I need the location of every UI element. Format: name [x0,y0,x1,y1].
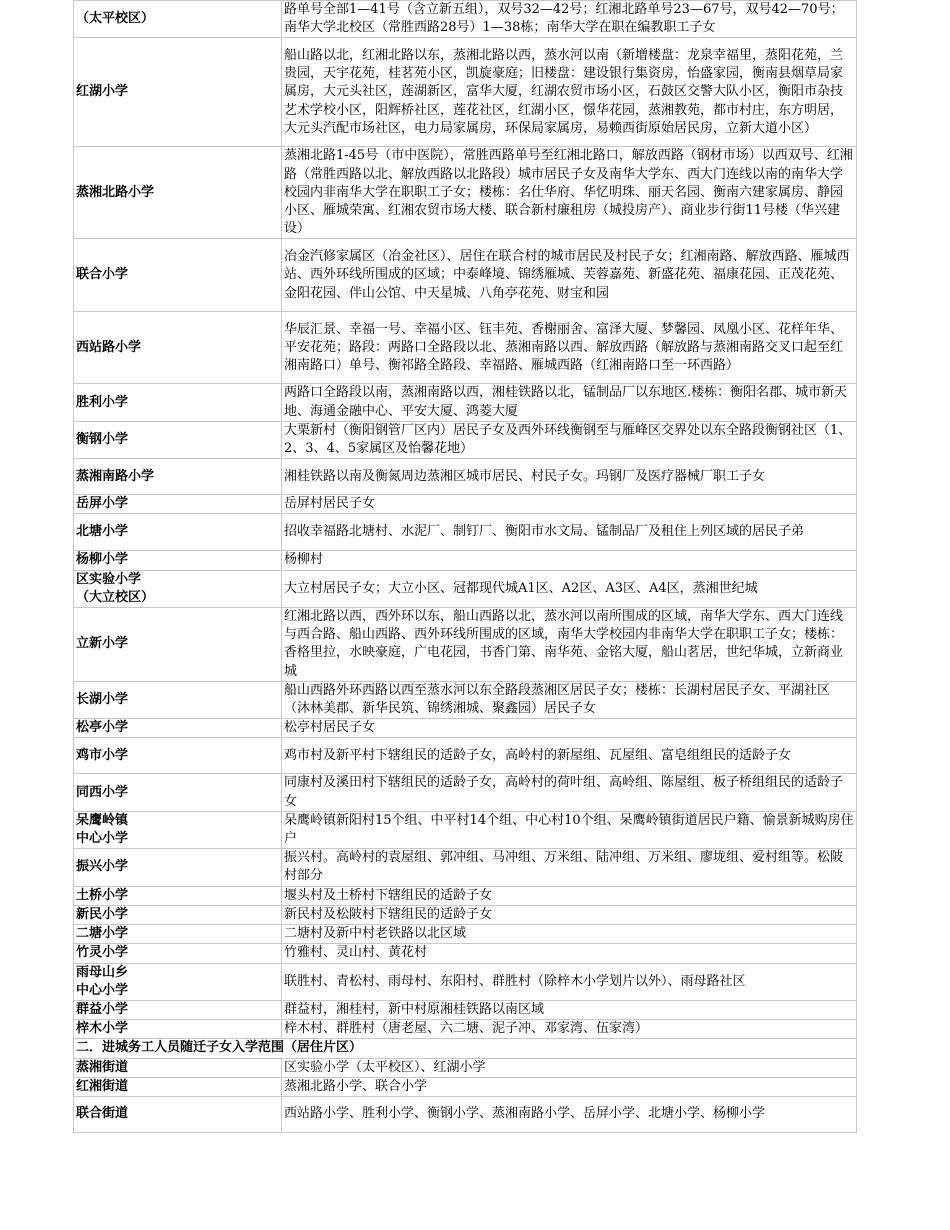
table-row [74,849,857,886]
table-row [74,1077,857,1096]
school-name-cell: （太平校区） [74,1,282,38]
enrollment-area-cell: 群益村，湘桂村，新中村原湘桂铁路以南区域 [282,1000,857,1019]
table-row [74,495,857,514]
table-row [74,1058,857,1077]
enrollment-area-cell: 新民村及松陂村下辖组民的适龄子女 [282,905,857,924]
table-row [74,944,857,963]
table-row [74,719,857,738]
enrollment-area-cell: 二塘村及新中村老铁路以北区域 [282,925,857,944]
enrollment-area-cell: 联胜村、青松村、雨母村、东阳村、群胜村（除梓木小学划片以外）、雨母路社区 [282,963,857,1000]
table-row [74,147,857,239]
school-name-cell: 长湖小学 [74,681,282,718]
school-name-cell: 联合小学 [74,239,282,312]
school-name-cell: 雨母山乡 中心小学 [74,963,282,1000]
table-row [74,886,857,905]
enrollment-area-cell: 路单号全部1—41号（含立新五组），双号32—42号；红湘北路单号23—67号，双号42—70号；南华大学北校区（常胜西路28号）1—38栋；南华大学在职在编教职工子女 [282,1,857,38]
enrollment-area-cell: 西站路小学、胜利小学、衡钢小学、蒸湘南路小学、岳屏小学、北塘小学、杨柳小学 [282,1096,857,1132]
enrollment-area-cell: 船山西路外环西路以西至蒸水河以东全路段蒸湘区居民子女；楼栋：长湖村居民子女、平湖社区（沐林美郡、新华民筑、锦绣湘城、聚鑫园）居民子女 [282,681,857,718]
table-row [74,608,857,682]
table-row [74,239,857,312]
enrollment-area-cell: 堰头村及土桥村下辖组民的适龄子女 [282,886,857,905]
enrollment-area-cell: 大栗新村（衡阳钢管厂区内）居民子女及西外环线衡钢至与雁峰区交界处以东全路段衡钢社区（1、2、3、4、5家属区及怡馨花地） [282,421,857,458]
school-name-cell: 松亭小学 [74,719,282,738]
table-row [74,1000,857,1019]
school-name-cell: 竹灵小学 [74,944,282,963]
school-name-cell: 联合街道 [74,1096,282,1132]
table-row [74,905,857,924]
school-name-cell: 西站路小学 [74,312,282,384]
enrollment-area-cell: 区实验小学（太平校区）、红湖小学 [282,1058,857,1077]
school-name-cell: 红湖小学 [74,38,282,147]
school-name-cell: 红湘街道 [74,1077,282,1096]
enrollment-area-cell: 冶金汽修家属区（冶金社区）、居住在联合村的城市居民及村民子女；红湘南路、解放西路、雁城西站、西外环线所围成的区域；中泰峰境、锦绣雁城、芙蓉嘉苑、新盛花苑、福康花园、正茂花苑、金阳花园、伴山公馆、中天星城、八角亭花苑、财宝和园 [282,239,857,312]
enrollment-area-cell: 同康村及溪田村下辖组民的适龄子女，高岭村的荷叶组、高岭组、陈屋组、板子桥组组民的适龄子女 [282,774,857,811]
table-row [74,514,857,551]
enrollment-area-cell: 船山路以北，红湘北路以东，蒸湘北路以西，蒸水河以南（新增楼盘：龙泉幸福里，蒸阳花苑，兰贵园，天宇花苑，桂茗苑小区，凯旋豪庭；旧楼盘：建设银行集资房，怡盛家园，衡南县烟草局家属房，大元头社区，莲湖新区，富华大厦，红湖农贸市场小区，石鼓区交警大队小区，衡阳市杂技艺术学校小区，阳辉桥社区，莲花社区，红湖小区，憬华花园，蒸湘教苑，都市村庄，东方明居，大元头汽配市场社区，电力局家属房，环保局家属房，易赖西街原始居民房，立新大道小区） [282,38,857,147]
table-row [74,925,857,944]
school-name-cell: 梓木小学 [74,1020,282,1039]
table-row [74,811,857,848]
table-row [74,1096,857,1132]
enrollment-area-cell: 梓木村、群胜村（唐老屋、六二塘、泥子冲、邓家湾、伍家湾） [282,1020,857,1039]
table-row [74,738,857,774]
enrollment-area-cell: 鸡市村及新平村下辖组民的适龄子女，高岭村的新屋组、瓦屋组、富皂组组民的适龄子女 [282,738,857,774]
enrollment-area-cell: 岳屏村居民子女 [282,495,857,514]
table-row [74,681,857,718]
table-row [74,312,857,384]
school-name-cell: 立新小学 [74,608,282,682]
school-name-cell: 胜利小学 [74,384,282,421]
enrollment-area-cell: 杨柳村 [282,551,857,570]
enrollment-area-cell: 华辰汇景、幸福一号、幸福小区、钰丰苑、香榭丽舍、富泽大厦、梦馨园、凤凰小区、花样年华、平安花苑；路段：两路口全路段以北、蒸湘南路以西、解放西路（解放路与蒸湘南路交叉口起至红湘南路口）单号、衡祁路全路段、幸福路、雁城西路（红湘南路口至一环西路） [282,312,857,384]
enrollment-area-cell: 蒸湘北路小学、联合小学 [282,1077,857,1096]
table-row [74,384,857,421]
school-name-cell: 同西小学 [74,774,282,811]
table-row [74,1,857,38]
school-name-cell: 北塘小学 [74,514,282,551]
table-body [74,1,857,1133]
table-row [74,1020,857,1039]
table-row [74,38,857,147]
school-name-cell: 区实验小学 （大立校区） [74,570,282,607]
table-row [74,963,857,1000]
school-name-cell: 蒸湘街道 [74,1058,282,1077]
enrollment-area-cell: 湘桂铁路以南及衡氮周边蒸湘区城市居民、村民子女。玛钢厂及医疗器械厂职工子女 [282,459,857,495]
enrollment-area-cell: 蒸湘北路1-45号（市中医院），常胜西路单号至红湘北路口，解放西路（钢材市场）以西双号、红湘路（常胜西路以北、解放西路以北路段）城市居民子女及南华大学东、西大门连线以南的南华大学校园内非南华大学在职职工子女；楼栋：名仕华府、华忆明珠、丽天名园、衡南六建家属房、静园小区、雁城荣寓、红湘农贸市场大楼、联合新村廉租房（城投房产）、商业步行街11号楼（华兴建设） [282,147,857,239]
school-name-cell: 蒸湘南路小学 [74,459,282,495]
school-name-cell: 衡钢小学 [74,421,282,458]
school-name-cell: 蒸湘北路小学 [74,147,282,239]
enrollment-area-cell: 大立村居民子女；大立小区、冠都现代城A1区、A2区、A3区、A4区，蒸湘世纪城 [282,570,857,607]
enrollment-area-cell: 振兴村。高岭村的袁屋组、郭冲组、马冲组、万米组、陆冲组、万米组、廖垅组、爱村组等。松陂村部分 [282,849,857,886]
school-name-cell: 杨柳小学 [74,551,282,570]
school-name-cell: 二塘小学 [74,925,282,944]
table-row [74,774,857,811]
school-name-cell: 鸡市小学 [74,738,282,774]
school-name-cell: 岳屏小学 [74,495,282,514]
table-row [74,421,857,458]
table-row [74,551,857,570]
school-name-cell: 土桥小学 [74,886,282,905]
school-name-cell: 呆鹰岭镇 中心小学 [74,811,282,848]
enrollment-area-cell: 松亭村居民子女 [282,719,857,738]
enrollment-area-cell: 竹雅村、灵山村、黄花村 [282,944,857,963]
school-name-cell: 群益小学 [74,1000,282,1019]
school-name-cell: 新民小学 [74,905,282,924]
table-row [74,570,857,607]
school-zone-table [73,0,857,1133]
section-title: 二．进城务工人员随迁子女入学范围（居住片区） [74,1039,857,1058]
enrollment-area-cell: 招收幸福路北塘村、水泥厂、制钉厂、衡阳市水文局、锰制品厂及租住上列区域的居民子弟 [282,514,857,551]
section-header-row [74,1039,857,1058]
school-name-cell: 振兴小学 [74,849,282,886]
enrollment-area-cell: 两路口全路段以南，蒸湘南路以西，湘桂铁路以北，锰制品厂以东地区.楼栋：衡阳名郡、城市新天地、海通金融中心、平安大厦、鸿菱大厦 [282,384,857,421]
enrollment-area-cell: 呆鹰岭镇新阳村15个组、中平村14个组、中心村10个组、呆鹰岭镇街道居民户籍、愉景新城购房住户 [282,811,857,848]
enrollment-area-cell: 红湘北路以西，西外环以东，船山西路以北，蒸水河以南所围成的区域，南华大学东、西大门连线与西合路、船山西路、西外环线所围成的区域，南华大学校园内非南华大学在职职工子女；楼栋：香格里拉，水映豪庭，广电花园，书香门第、南华苑、金铭大厦，船山茗居，世纪华城，立新商业城 [282,608,857,682]
table-row [74,459,857,495]
